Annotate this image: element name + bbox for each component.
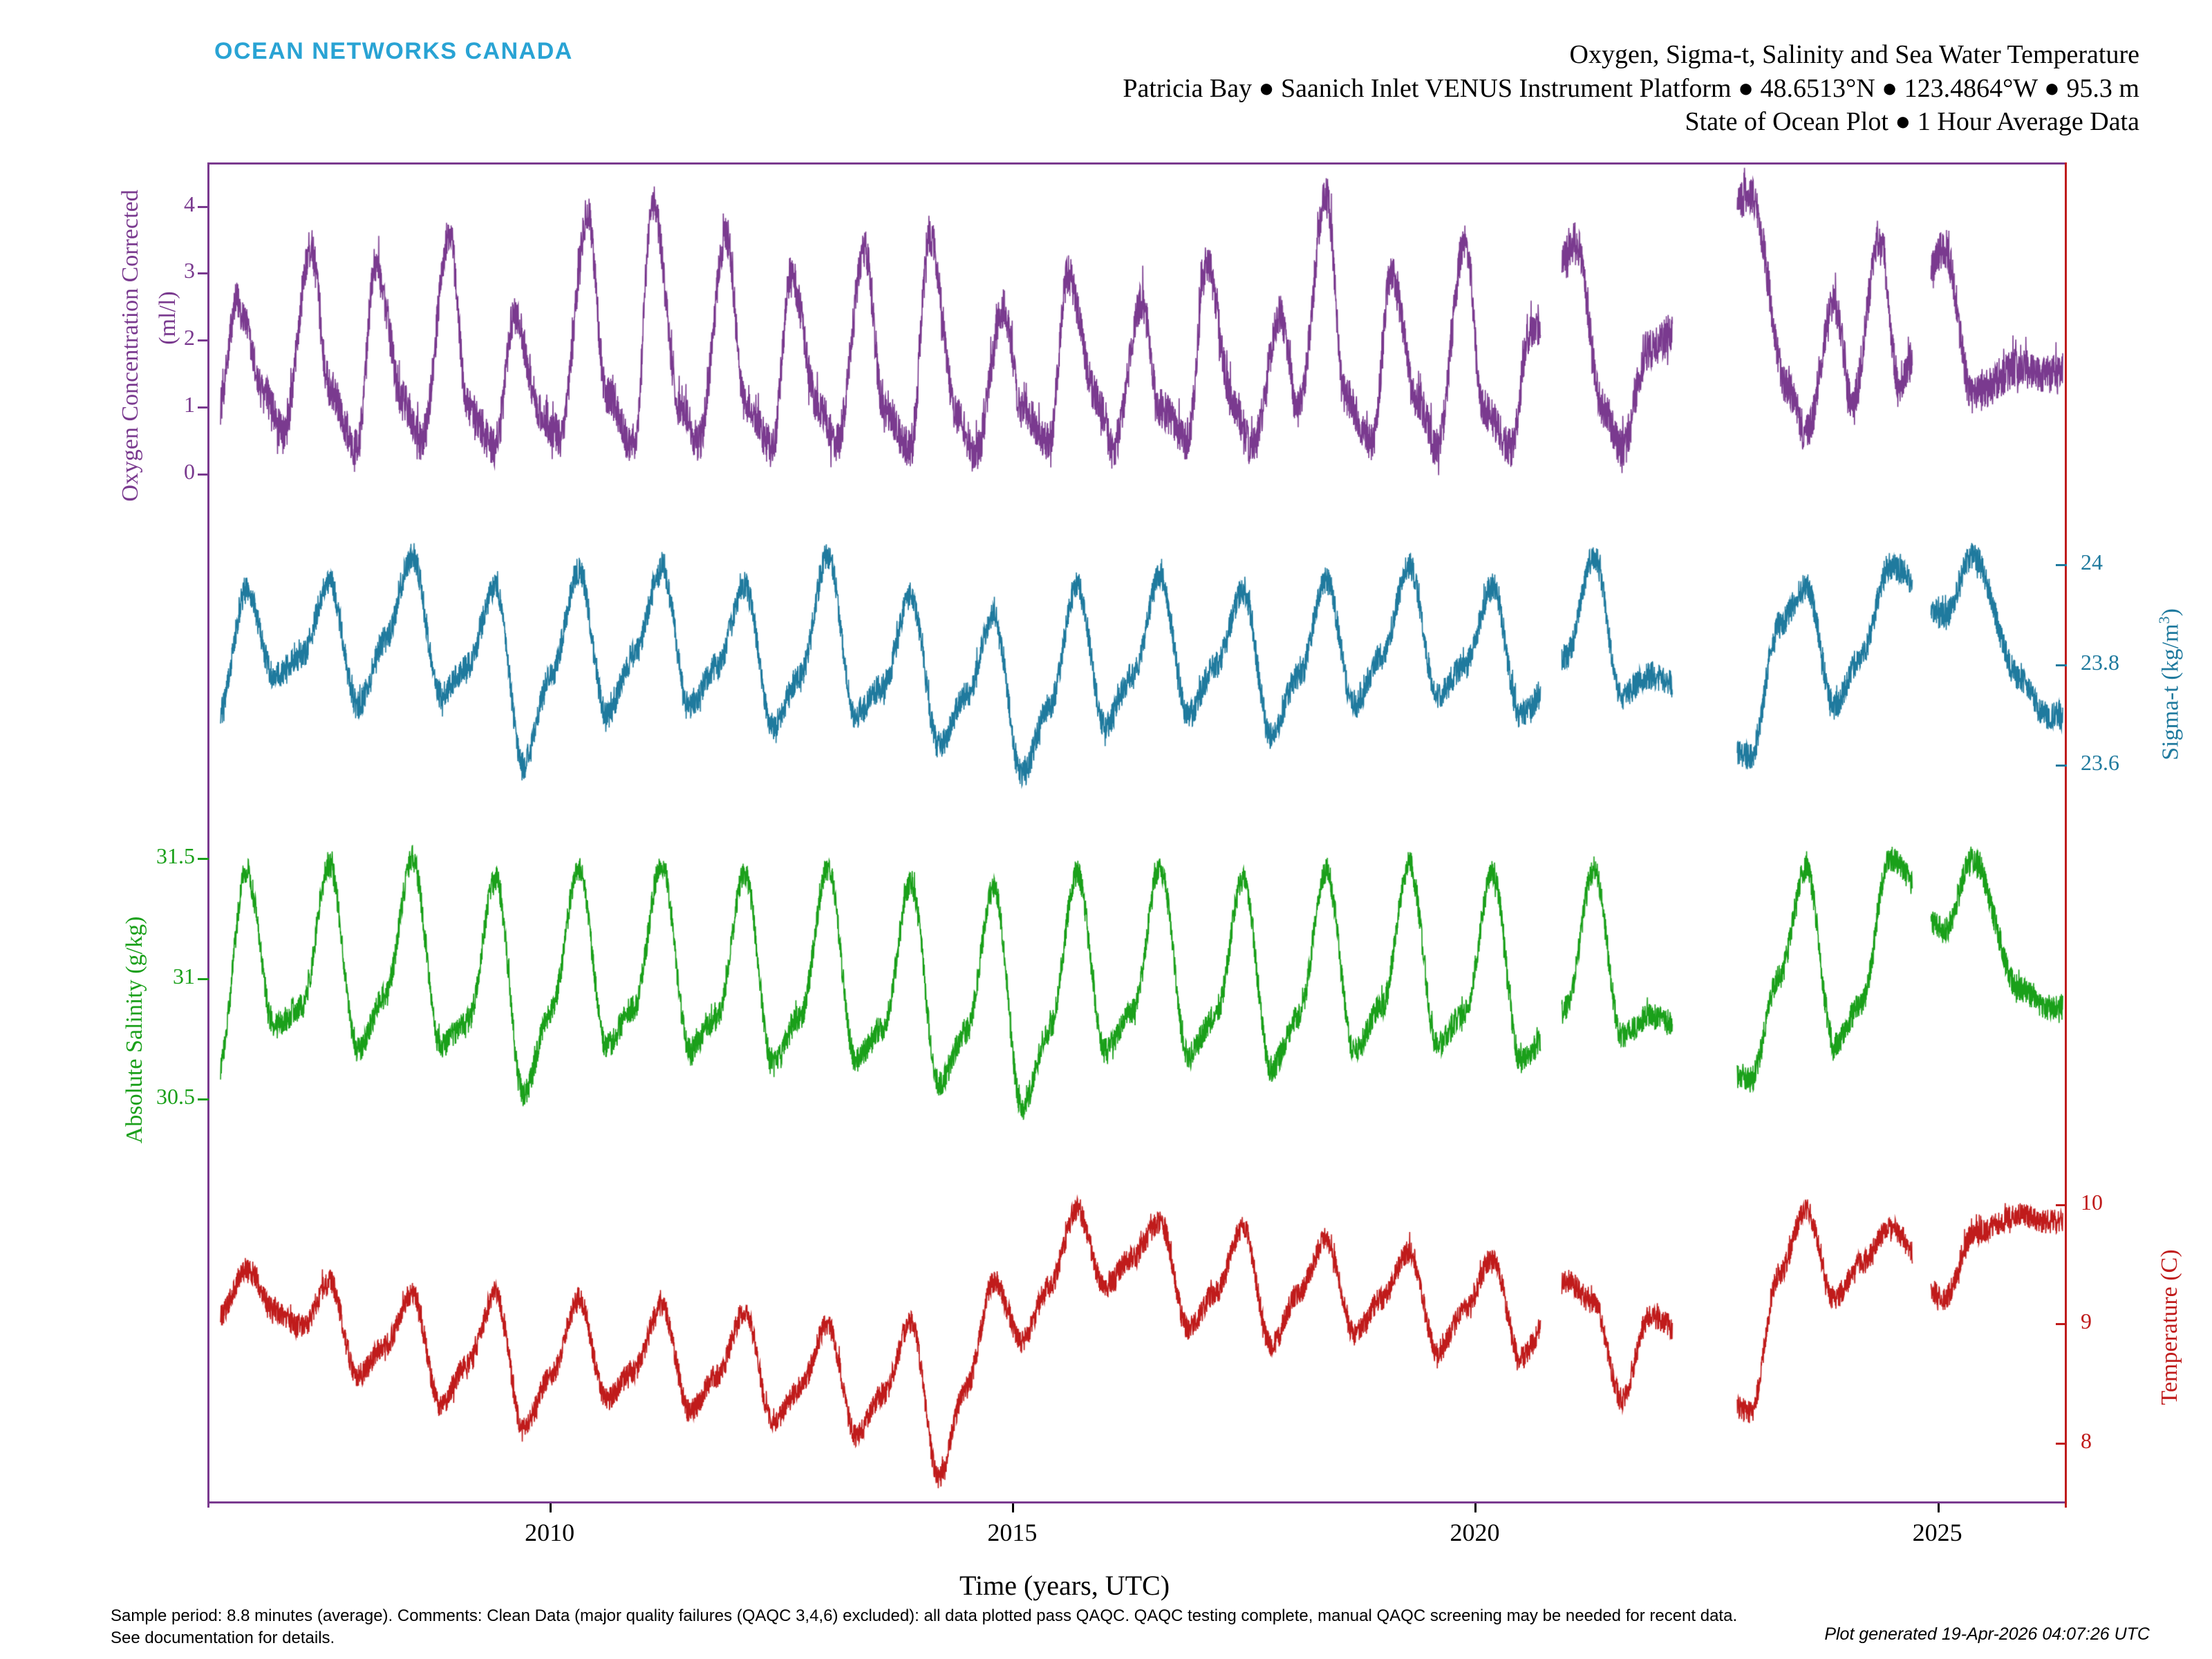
y-tick-label: 10: [2081, 1190, 2103, 1215]
salinity-axis-title: Absolute Salinity (g/kg): [122, 916, 147, 1144]
y-tick-label: 30.5: [156, 1084, 195, 1109]
temperature-axis-title: Temperature (C): [2157, 1249, 2182, 1405]
y-tick-mark: [198, 206, 209, 208]
y-tick-mark: [198, 406, 209, 409]
y-tick-mark: [2056, 765, 2067, 767]
timeseries-canvas: [209, 165, 2065, 1501]
generated-timestamp: Plot generated 19-Apr-2026 04:07:26 UTC: [1824, 1624, 2150, 1644]
x-tick-label: 2025: [1912, 1519, 1962, 1546]
y-tick-label: 31.5: [156, 843, 195, 868]
y-tick-label: 31: [173, 964, 195, 989]
y-tick-label: 23.6: [2081, 750, 2119, 776]
x-tick-label: 2010: [525, 1519, 575, 1546]
y-tick-mark: [198, 1098, 209, 1100]
y-tick-mark: [2056, 564, 2067, 566]
brand-logo: OCEAN NETWORKS CANADA: [214, 38, 573, 64]
plot-area: [207, 162, 2067, 1503]
y-tick-label: 23.8: [2081, 650, 2119, 675]
x-tick-label: 2020: [1450, 1519, 1500, 1546]
chart-title-block: [1123, 38, 2139, 139]
title-line-3: State of Ocean Plot ● 1 Hour Average Data: [1685, 107, 2139, 137]
y-tick-mark: [198, 858, 209, 860]
y-tick-label: 0: [184, 458, 195, 484]
y-tick-mark: [2056, 1443, 2067, 1445]
y-tick-label: 4: [184, 191, 195, 216]
y-tick-label: 3: [184, 258, 195, 283]
y-tick-mark: [198, 474, 209, 476]
y-tick-label: 1: [184, 391, 195, 417]
y-tick-mark: [2056, 664, 2067, 666]
title-line-1: Oxygen, Sigma-t, Salinity and Sea Water Temperature: [1569, 40, 2139, 69]
y-tick-mark: [2056, 1204, 2067, 1206]
x-axis-title: Time (years, UTC): [959, 1570, 1170, 1601]
y-tick-mark: [2056, 1323, 2067, 1325]
sigma-axis-title: Sigma-t $(kg/m^3)$: [2155, 608, 2184, 760]
y-tick-mark: [198, 978, 209, 980]
y-tick-label: 2: [184, 325, 195, 350]
x-tick-label: 2015: [987, 1519, 1038, 1546]
y-tick-label: 24: [2081, 550, 2103, 575]
y-tick-mark: [198, 339, 209, 341]
y-tick-label: 9: [2081, 1309, 2092, 1334]
title-line-2: Patricia Bay ● Saanich Inlet VENUS Instrument Platform ● 48.6513°N ● 123.4864°W ● 95.3 m: [1123, 73, 2139, 103]
oxygen-axis-title: Oxygen Concentration Corrected: [118, 189, 143, 502]
footer-note: Sample period: 8.8 minutes (average). Comments: Clean Data (major quality failures (QAQC 3,4,6) excluded): all data plotted pass QAQC. QAQC testing complete, manual QAQC screening may be needed for recent data. See documentation for details.: [111, 1606, 1738, 1648]
right-axis-line: [2065, 162, 2067, 1508]
y-tick-mark: [198, 272, 209, 274]
oxygen-axis-units: (ml/l): [155, 291, 180, 345]
y-tick-label: 8: [2081, 1427, 2092, 1453]
